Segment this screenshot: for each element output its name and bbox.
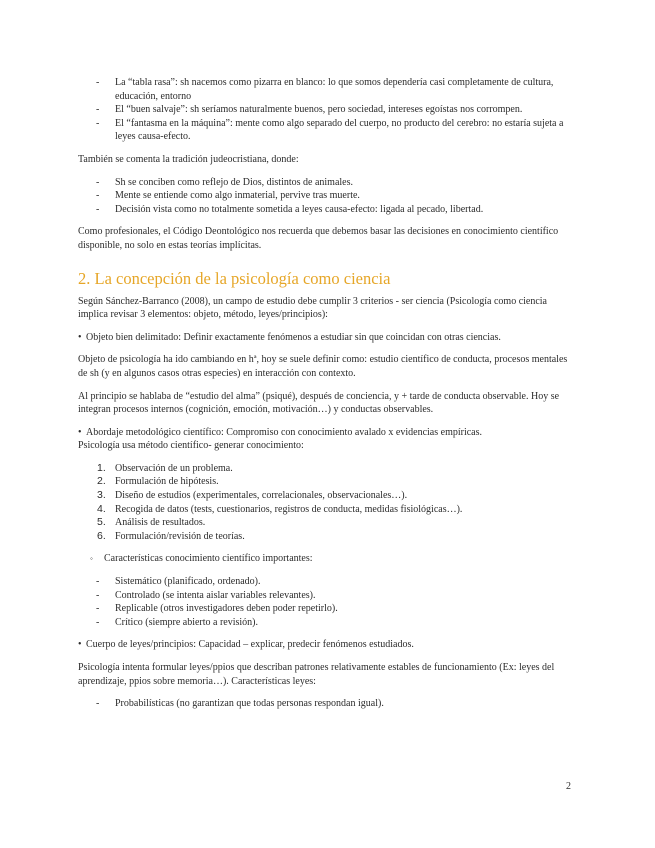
list-item: - Decisión vista como no totalmente sometida a leyes causa-efecto: ligada al pecado, libertad. [78,203,578,217]
list-item: - Mente se entiende como algo inmaterial, pervive tras muerte. [78,189,578,203]
criterion-text: Definir exactamente fenómenos a estudiar sin que coincidan con otras ciencias. [180,331,501,343]
paragraph-objeto: Objeto de psicología ha ido cambiando en hª, hoy se suele definir como: estudio científico de conducta, procesos mentales de sh (y en algunos casos otras especies) en interacción con contexto. [78,354,568,379]
list-item: - Sistemático (planificado, ordenado). [78,575,578,589]
page-content [78,76,578,711]
paragraph-profesionales: Como profesionales, el Código Deontológico nos recuerda que debemos basar las decisiones en conocimiento científico disponible, no solo en estas teorías implícitas. [78,226,559,251]
step-text: Recogida de datos (tests, cuestionarios, registros de conducta, medidas fisiológicas…). [115,503,463,515]
list-item: - Controlado (se intenta aislar variables relevantes). [78,589,578,603]
step-text: Observación de un problema. [115,462,233,474]
step-number: 1. [97,461,106,474]
criterion-objeto [78,331,578,345]
implicit-theories-list [78,76,578,144]
list-item [78,530,578,544]
step-text: Formulación/revisión de teorías. [115,530,245,542]
criterion-label: Abordaje metodológico científico: [86,426,224,438]
section-heading: 2. La concepción de la psicología como ciencia [78,268,391,288]
judeochristian-list [78,176,578,217]
criterion-label: Objeto bien delimitado: [86,331,181,343]
step-text: Formulación de hipótesis. [115,476,219,488]
characteristics-heading-text: Características conocimiento científico importantes: [104,553,313,565]
list-item: - La “tabla rasa”: sh nacemos como pizarra en blanco: lo que somos dependería casi completamente de cultura, educación, entorno [78,76,578,103]
list-item [78,462,578,476]
step-text: Análisis de resultados. [115,517,206,529]
paragraph-principio: Al principio se hablaba de “estudio del alma” (psiqué), después de conciencia, y + tarde de conducta observable. Hoy se integran procesos internos (cognición, emoción, motivación…) y conductas observables. [78,390,560,416]
list-item: - Replicable (otros investigadores deben poder repetirlo). [78,602,578,616]
bullet-icon: • [78,331,82,343]
circle-bullet-icon: ◦ [90,554,93,564]
list-item [78,503,578,517]
page-number: 2 [566,781,571,792]
list-item [78,475,578,489]
paragraph-segun: Según Sánchez-Barranco (2008), un campo de estudio debe cumplir 3 criterios - ser ciencia (Psicología como ciencia implica revisar 3 elementos: objeto, método, leyes/principios): [78,295,547,321]
criterion-text: Compromiso con conocimiento avalado x evidencias empíricas. [223,426,482,438]
list-item: - El “fantasma en la máquina”: mente como algo separado del cuerpo, no producto del cerebro: no estaría sujeta a leyes causa-efecto. [78,117,578,144]
bullet-icon: • [78,426,82,438]
characteristics-list [78,575,578,629]
laws-characteristics-list [78,697,578,711]
step-number: 5. [97,516,106,529]
step-text: Diseño de estudios (experimentales, correlacionales, observacionales…). [115,490,408,502]
bullet-icon: • [78,639,82,651]
list-item [78,489,578,503]
list-item: - Sh se conciben como reflejo de Dios, distintos de animales. [78,176,578,190]
step-number: 4. [97,502,106,515]
criterion-metodo [78,426,578,453]
criterion-label: Cuerpo de leyes/principios: [86,639,196,651]
list-item: - Crítico (siempre abierto a revisión). [78,616,578,630]
criterion-text-line2: Psicología usa método científico- generar conocimiento: [78,440,304,452]
criterion-text: Capacidad – explicar, predecir fenómenos estudiados. [195,639,414,651]
list-item: - El “buen salvaje”: sh seríamos naturalmente buenos, pero sociedad, intereses egoístas nos corrompen. [78,103,578,117]
characteristics-heading [78,552,578,566]
list-item: - Probabilísticas (no garantizan que todas personas respondan igual). [78,697,578,711]
step-number: 6. [97,529,106,542]
paragraph-psicologia: Psicología intenta formular leyes/ppios que describan patrones relativamente estables de funcionamiento (Ex: leyes del aprendizaje, ppios sobre memoria…). Características leyes: [78,662,555,687]
criterion-leyes [78,638,578,652]
step-number: 3. [97,489,106,502]
scientific-method-steps [78,462,578,544]
list-item [78,516,578,530]
paragraph-tradicion: También se comenta la tradición judeocristiana, donde: [78,153,299,165]
step-number: 2. [97,475,106,488]
